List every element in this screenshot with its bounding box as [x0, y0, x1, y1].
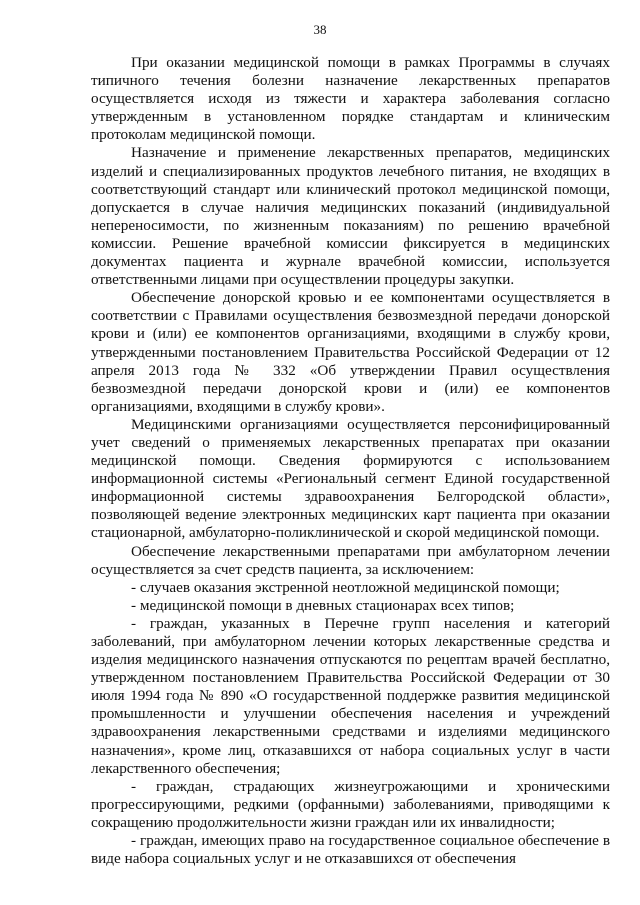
paragraph-treatment-standards: При оказании медицинской помощи в рамках Программы в случаях типичного течения болезни назначение лекарственных препаратов осуществляется исходя из тяжести и характера заболевания согласно утвержденным в установленном порядке стандартам и клиническим протоколам медицинской помощи. [91, 54, 610, 144]
list-item-emergency-care: - случаев оказания экстренной неотложной медицинской помощи; [131, 578, 560, 596]
paragraph-off-standard-prescription: Назначение и применение лекарственных препаратов, медицинских изделий и специализированных продуктов лечебного питания, не входящих в соответствующий стандарт или клинический протокол медицинской помощи, допускается в случае наличия медицинских показаний (индивидуальной непереносимости, по жизненным показаниям) по решению врачебной комиссии. Решение врачебной комиссии фиксируется в медицинских документах пациента и журнале врачебной комиссии, используется ответственными лицами при осуществлении процедуры закупки. [91, 144, 610, 289]
list-item-day-hospitals: - медицинской помощи в дневных стационарах всех типов; [131, 596, 515, 614]
page-number: 38 [313, 22, 327, 37]
paragraph-personalized-records: Медицинскими организациями осуществляется персонифицированный учет сведений о применяемых лекарственных препаратах при оказании медицинской помощи. Сведения формируются с использованием информационной системы «Региональный сегмент Единой государственной информационной системы здравоохранения Белгородской области», позволяющей ведение электронных медицинских карт пациента при оказании стационарной, амбулаторно-поликлинической и скорой медицинской помощи. [91, 415, 610, 542]
paragraph-outpatient-drugs: Обеспечение лекарственными препаратами при амбулаторном лечении осуществляется за счет средств пациента, за исключением: [91, 542, 610, 578]
document-body [91, 54, 610, 868]
list-item-listed-groups: - граждан, указанных в Перечне групп населения и категорий заболеваний, при амбулаторном лечении которых лекарственные средства и изделия медицинского назначения отпускаются по рецептам врачей бесплатно, утвержденном постановлением Правительства Российской Федерации от 30 июля 1994 года № 890 «О государственной поддержке развития медицинской промышленности и улучшении обеспечения населения и учреждений здравоохранения лекарственными средствами и изделиями медицинского назначения», кроме лиц, отказавшихся от набора социальных услуг в части лекарственного обеспечения; [91, 614, 610, 777]
list-item-orphan-diseases: - граждан, страдающих жизнеугрожающими и хроническими прогрессирующими, редкими (орфанными) заболеваниями, приводящими к сокращению продолжительности жизни граждан или их инвалидности; [91, 777, 610, 831]
list-item-social-services: - граждан, имеющих право на государственное социальное обеспечение в виде набора социальных услуг и не отказавшихся от обеспечения [91, 832, 610, 868]
paragraph-donor-blood: Обеспечение донорской кровью и ее компонентами осуществляется в соответствии с Правилами осуществления безвозмездной передачи донорской крови и (или) ее компонентов организациями, входящими в службу крови, утвержденными постановлением Правительства Российской Федерации от 12 апреля 2013 года № 332 «Об утверждении Правил осуществления безвозмездной передачи донорской крови и (или) ее компонентов организациями, входящими в службу крови». [91, 289, 610, 415]
